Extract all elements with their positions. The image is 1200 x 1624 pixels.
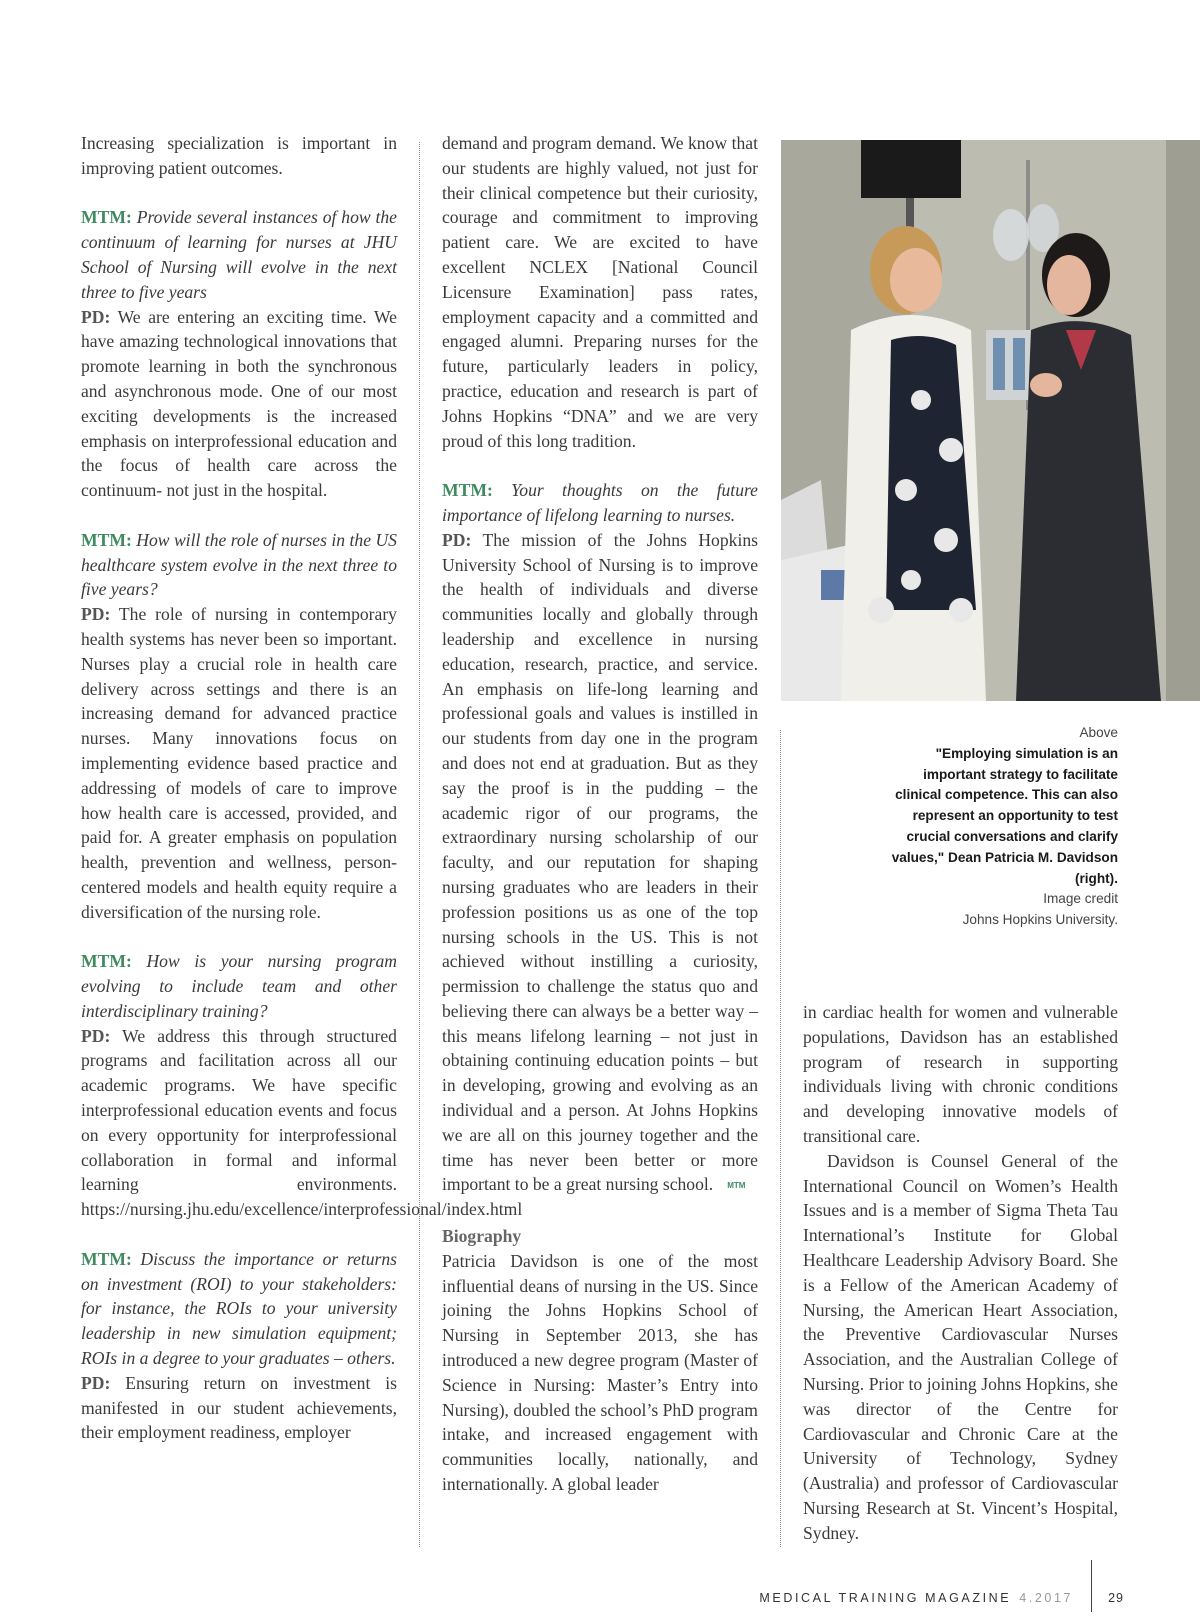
pump-panel [993, 338, 1005, 390]
question-text: Your thoughts on the future importance of lifelong learning to nurses. [442, 480, 758, 525]
question-text: Discuss the importance or returns on investment (ROI) to your stakeholders: for instance, the ROIs to your university leadership in new simulation equipment; ROIs in a degree to your graduates – others. [81, 1248, 397, 1369]
wall-edge [1166, 140, 1200, 701]
column-3 [803, 1000, 1118, 1546]
answer-text: We address this through structured programs and facilitation across all our academic programs. We have specific interprofessional education events and focus on every opportunity for interprofessional collaboration in formal and informal learning environments. https://nursing.jhu.edu/excellence/interprofessional/index.html [81, 1025, 523, 1220]
dress-flower [949, 598, 973, 622]
column-divider [419, 142, 420, 1547]
qa-block-1 [81, 205, 397, 503]
iv-bag [993, 209, 1029, 261]
answer-text: We are entering an exciting time. We have amazing technological innovations that promote learning in both the synchronous and asynchronous mode. One of our most exciting developments is the increased emphasis on interprofessional education and the focus of health care across the continuum- not just in the hospital. [81, 306, 397, 501]
continuation-paragraph: demand and program demand. We know that our students are highly valued, not just for their clinical competence but their curiosity, courage and commitment to improving patient care. We are excited to have excellent NCLEX [National Council Licensure Examination] pass rates, employment capacity and a committed and engaged alumni. Preparing nurses for the future, particularly leaders in policy, practice, education and research is part of Johns Hopkins “DNA” and we are very proud of this long tradition. [442, 133, 758, 451]
answer-text: Ensuring return on investment is manifested in our student achievements, their employment readiness, employer [81, 1372, 397, 1443]
dress-flower [939, 438, 963, 462]
pd-label: PD: [442, 529, 472, 550]
pd-label: PD: [81, 1025, 111, 1046]
bio-continuation-paragraph: in cardiac health for women and vulnerable populations, Davidson has an established program of research in supporting individuals living with chronic conditions and developing innovative models of transitional care. [803, 1002, 1118, 1146]
qa-block-3 [81, 949, 523, 1222]
mtm-label: MTM: [81, 1248, 132, 1269]
end-of-article-mark: MTM [727, 1181, 746, 1191]
mtm-label: MTM: [81, 529, 132, 550]
answer-text: The mission of the Johns Hopkins University School of Nursing is to improve the health of individuals and diverse communities locally and globally through leadership and excellence in nursing education, research, practice, and service. An emphasis on life-long learning and professional goals and values is instilled in our students from day one in the program and does not end at graduation. But as they say the proof is in the pudding – the academic rigor of our programs, the extraordinary nursing scholarship of our faculty, and our reputation for shaping nursing graduates who are leaders in their profession positions us as one of the top nursing schools in the US. This is not achieved without instilling a curiosity, permission to challenge the status quo and believing there can always be a better way – this means lifelong learning – not just in obtaining continuing education points – but in developing, growing and evolving as an individual and a person. At Johns Hopkins we are all on this journey together and the time has never been better or more important to be a great nursing school. [442, 529, 758, 1195]
dress-flower [934, 528, 958, 552]
tv-mount [906, 198, 914, 228]
mtm-label: MTM: [81, 951, 132, 972]
article-photo [781, 140, 1200, 701]
biography-paragraph: Patricia Davidson is one of the most influential deans of nursing in the US. Since joining the Johns Hopkins School of Nursing in September 2013, she has introduced a new degree program (Master of Science in Nursing: Master’s Entry into Nursing), doubled the school’s PhD program intake, and increased engagement with communities locally, nationally, and internationally. A global leader [442, 1250, 758, 1495]
magazine-name: MEDICAL TRAINING MAGAZINE [759, 1591, 1012, 1605]
dress-flower [911, 390, 931, 410]
mtm-label: MTM: [442, 480, 493, 501]
mtm-label: MTM: [81, 207, 132, 228]
face [890, 248, 942, 312]
bio-paragraph-2: Davidson is Counsel General of the International Council on Women’s Health Issues and is a member of Sigma Theta Tau International’s Institute for Global Healthcare Leadership Advisory Board. She is a Fellow of the American Academy of Nursing, the American Heart Association, the Preventive Cardiovascular Nurses Association, and the Australian College of Nursing. Prior to joining Johns Hopkins, she was director of the Centre for Cardiovascular and Chronic Care at the University of Technology, Sydney (Australia) and professor of Cardiovascular Nursing Research at St. Vincent’s Hospital, Sydney. [803, 1150, 1118, 1543]
photo-illustration [781, 140, 1200, 701]
qa-block-5 [442, 478, 758, 1199]
dress-flower [895, 479, 917, 501]
pump-panel [1013, 338, 1025, 390]
pd-label: PD: [81, 1372, 111, 1393]
footer-divider [1091, 1560, 1092, 1612]
column-divider [780, 730, 781, 1547]
answer-text: The role of nursing in contemporary health systems has never been so important. Nurses play a crucial role in health care delivery across settings and there is an increasing demand for advanced practice nurses. Many innovations focus on implementing evidence based practice and addressing of models of care to improve how health care is accessed, provided, and paid for. A greater emphasis on population health, prevention and wellness, person-centered models and health equity require a diversification of the nursing role. [81, 604, 397, 922]
dress-flower [868, 597, 894, 623]
column-2 [442, 131, 758, 1497]
face [1047, 255, 1091, 315]
caption-credit-label: Image credit [1043, 891, 1118, 907]
photo-caption [880, 723, 1118, 931]
dress-flower [901, 570, 921, 590]
pd-label: PD: [81, 604, 111, 625]
page-number: 29 [1108, 1591, 1124, 1605]
tv-monitor [861, 140, 961, 198]
caption-quote: "Employing simulation is an important strategy to facilitate clinical competence. This can also represent an opportunity to test crucial conversations and clarify values," Dean Patricia M. Davidson (right). [891, 745, 1118, 886]
intro-paragraph: Increasing specialization is important in improving patient outcomes. [81, 133, 397, 178]
question-text: How will the role of nurses in the US healthcare system evolve in the next three to five years? [81, 529, 397, 600]
caption-label: Above [1079, 725, 1118, 740]
caption-credit: Johns Hopkins University. [962, 912, 1118, 928]
hands [1030, 373, 1062, 397]
pd-label: PD: [81, 306, 111, 327]
qa-block-4 [81, 1247, 397, 1445]
page-footer [759, 1572, 1124, 1624]
issue-number: 4.2017 [1019, 1591, 1074, 1605]
question-text: How is your nursing program evolving to include team and other interdisciplinary training? [81, 951, 397, 1021]
qa-block-2 [81, 528, 397, 925]
question-text: Provide several instances of how the continuum of learning for nurses at JHU School of Nursing will evolve in the next three to five years [81, 207, 397, 302]
biography-heading: Biography [442, 1226, 522, 1247]
